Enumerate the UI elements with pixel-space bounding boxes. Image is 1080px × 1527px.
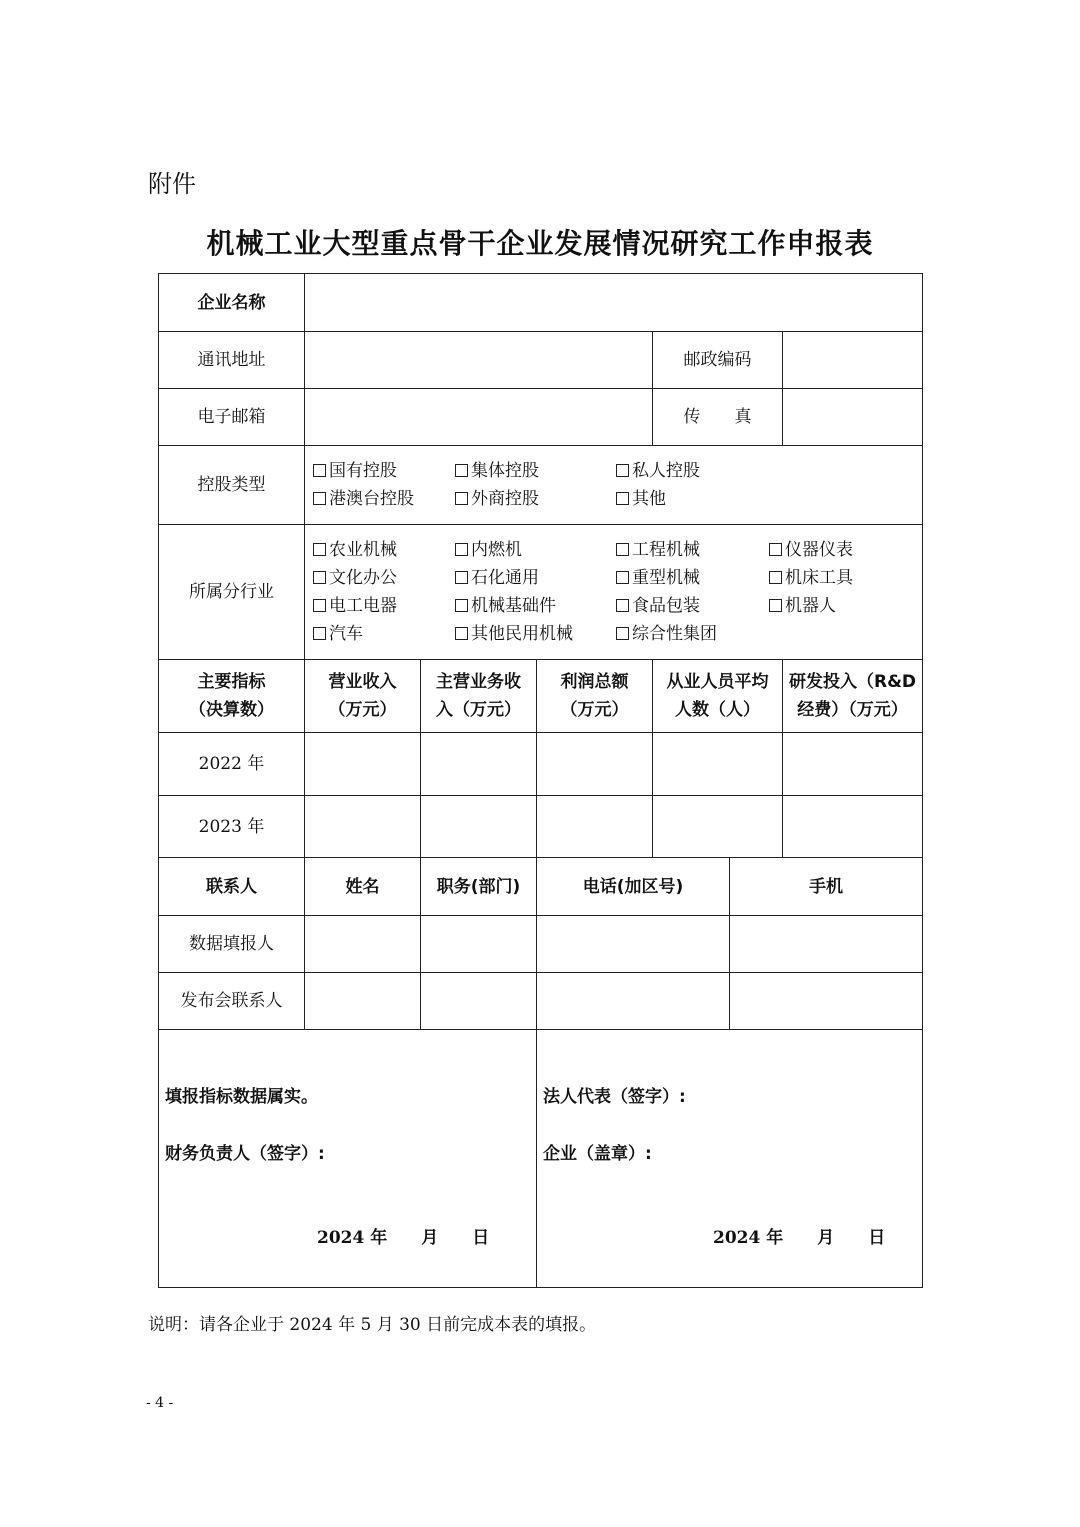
holding-option-private[interactable]: 私人控股 [616,457,700,485]
checkbox-icon [455,464,468,477]
holding-type-option-row [313,457,922,485]
postcode-field[interactable] [783,332,923,389]
checkbox-icon [616,571,629,584]
indicator-col-revenue: 营业收入 （万元） [305,660,421,733]
checkbox-icon [313,599,326,612]
industry-label: 所属分行业 [159,525,305,660]
indicator-col-employees: 从业人员平均 人数（人） [653,660,783,733]
indicator-input[interactable] [653,796,783,858]
indicator-input[interactable] [537,796,653,858]
address-row [159,332,923,389]
contact-input[interactable] [421,916,537,973]
company-name-label: 企业名称 [159,274,305,332]
checkbox-icon [313,543,326,556]
indicator-input[interactable] [537,733,653,796]
industry-row [159,525,923,660]
indicator-input[interactable] [421,796,537,858]
postcode-label: 邮政编码 [653,332,783,389]
page-title: 机械工业大型重点骨干企业发展情况研究工作申报表 [206,227,874,260]
indicators-header-row [159,660,923,733]
checkbox-icon [455,543,468,556]
indicator-input[interactable] [653,733,783,796]
holding-type-option-row [313,485,922,513]
checkbox-icon [313,627,326,640]
contact-input[interactable] [730,973,923,1030]
fax-field[interactable] [783,389,923,446]
checkbox-icon [455,492,468,505]
year-label: 2023 年 [159,796,305,858]
industry-option[interactable]: 文化办公 [313,564,455,592]
fax-label: 传 真 [653,389,783,446]
contact-col-mobile: 手机 [730,858,923,916]
industry-option[interactable]: 综合性集团 [616,620,769,648]
company-name-field[interactable] [305,274,923,332]
data-truth-statement: 填报指标数据属实。 [165,1087,318,1107]
indicator-input[interactable] [305,733,421,796]
checkbox-icon [616,599,629,612]
contact-input[interactable] [305,916,421,973]
checkbox-icon [769,543,782,556]
checkbox-icon [769,571,782,584]
industry-option[interactable]: 工程机械 [616,536,769,564]
contact-input[interactable] [537,916,730,973]
checkbox-icon [455,571,468,584]
indicator-col-rd: 研发投入（R&D 经费）（万元） [783,660,923,733]
application-form-table [158,273,923,1288]
industry-option[interactable]: 仪器仪表 [769,536,853,564]
checkbox-icon [455,599,468,612]
indicator-year-row [159,796,923,858]
indicator-col-profit: 利润总额 （万元） [537,660,653,733]
company-seal-label: 企业（盖章）: [543,1144,652,1164]
holding-type-label: 控股类型 [159,446,305,525]
industry-option[interactable]: 石化通用 [455,564,616,592]
holding-type-row [159,446,923,525]
contact-input[interactable] [730,916,923,973]
industry-option[interactable]: 电工电器 [313,592,455,620]
industry-option[interactable]: 机床工具 [769,564,853,592]
indicator-input[interactable] [421,733,537,796]
indicators-header-label: 主要指标 （决算数） [159,660,305,733]
contacts-header-label: 联系人 [159,858,305,916]
contacts-header-row [159,858,923,916]
industry-option-row [313,536,922,564]
indicator-col-main-revenue: 主营业务收 入（万元） [421,660,537,733]
contact-col-phone: 电话(加区号) [537,858,730,916]
contact-input[interactable] [537,973,730,1030]
contact-role-label: 发布会联系人 [159,973,305,1030]
holding-option-collective[interactable]: 集体控股 [455,457,616,485]
checkbox-icon [313,464,326,477]
indicator-input[interactable] [783,796,923,858]
indicator-year-row [159,733,923,796]
finance-signature-date: 2024 年 月 日 [317,1228,490,1248]
indicator-input[interactable] [305,796,421,858]
industry-option[interactable]: 重型机械 [616,564,769,592]
email-field[interactable] [305,389,653,446]
signature-row [159,1030,923,1288]
industry-option[interactable]: 机械基础件 [455,592,616,620]
footer-note: 说明：请各企业于 2024 年 5 月 30 日前完成本表的填报。 [148,1315,597,1335]
checkbox-icon [616,627,629,640]
checkbox-icon [313,492,326,505]
page-number: - 4 - [146,1395,174,1411]
industry-option-row [313,592,922,620]
industry-option[interactable]: 汽车 [313,620,455,648]
legal-rep-signature-cell[interactable] [537,1030,923,1288]
checkbox-icon [616,492,629,505]
industry-option[interactable]: 内燃机 [455,536,616,564]
checkbox-icon [769,599,782,612]
industry-option[interactable]: 机器人 [769,592,836,620]
industry-option[interactable]: 食品包装 [616,592,769,620]
checkbox-icon [616,543,629,556]
indicator-input[interactable] [783,733,923,796]
year-label: 2022 年 [159,733,305,796]
industry-option[interactable]: 其他民用机械 [455,620,616,648]
finance-signature-cell[interactable] [159,1030,537,1288]
contact-input[interactable] [305,973,421,1030]
contact-row [159,973,923,1030]
industry-options [305,525,923,660]
legal-rep-signature-label: 法人代表（签字）: [543,1087,686,1107]
holding-option-other[interactable]: 其他 [616,485,666,513]
holding-option-state[interactable]: 国有控股 [313,457,455,485]
checkbox-icon [455,627,468,640]
holding-option-foreign[interactable]: 外商控股 [455,485,616,513]
company-name-row [159,274,923,332]
checkbox-icon [616,464,629,477]
industry-option-row [313,620,922,648]
attachment-label: 附件 [148,170,196,198]
contact-role-label: 数据填报人 [159,916,305,973]
holding-type-options [305,446,923,525]
contact-col-position: 职务(部门) [421,858,537,916]
email-label: 电子邮箱 [159,389,305,446]
checkbox-icon [313,571,326,584]
contact-row [159,916,923,973]
industry-option-row [313,564,922,592]
email-row [159,389,923,446]
finance-signature-label: 财务负责人（签字）: [165,1144,325,1164]
contact-col-name: 姓名 [305,858,421,916]
holding-option-hk-macao-taiwan[interactable]: 港澳台控股 [313,485,455,513]
contact-input[interactable] [421,973,537,1030]
address-field[interactable] [305,332,653,389]
industry-option[interactable]: 农业机械 [313,536,455,564]
legal-rep-signature-date: 2024 年 月 日 [713,1228,886,1248]
address-label: 通讯地址 [159,332,305,389]
